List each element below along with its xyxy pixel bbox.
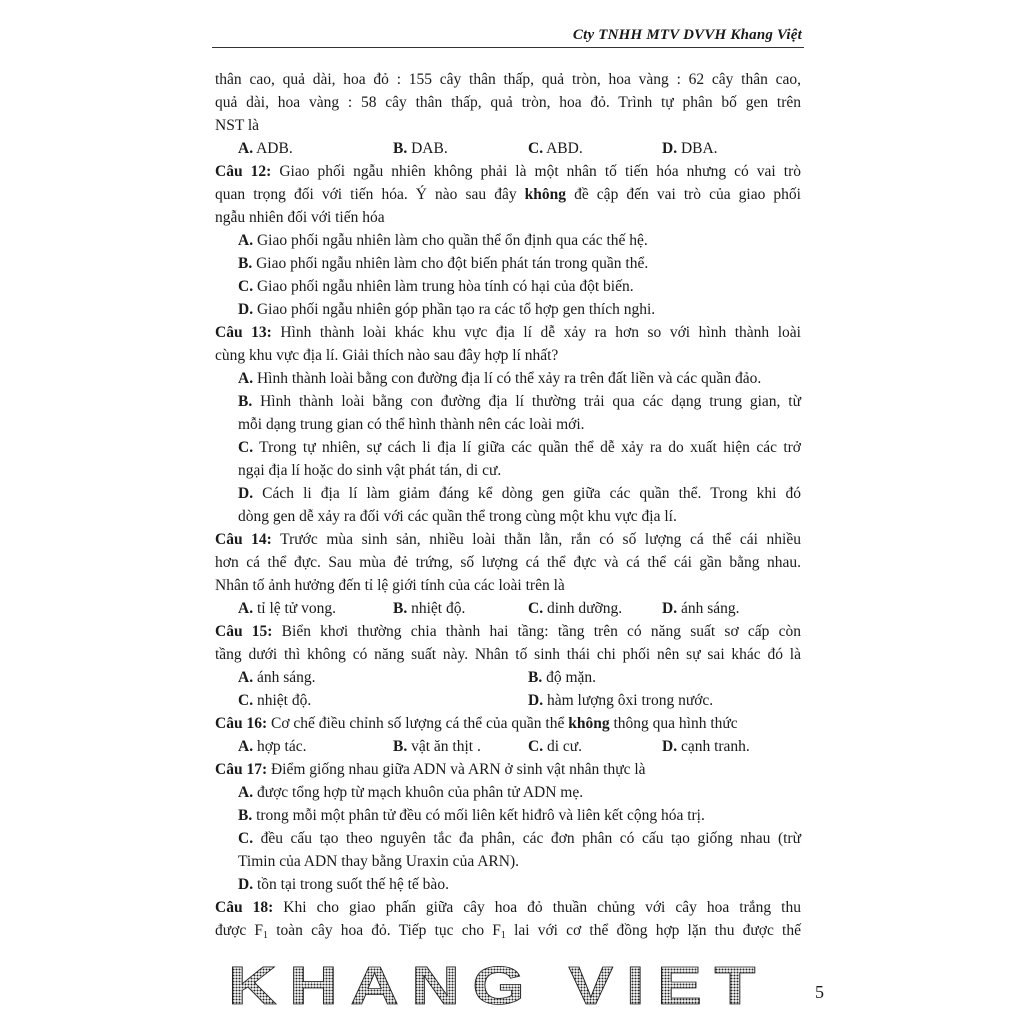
option-a: A. hợp tác. <box>238 738 307 755</box>
question-12-option-b: B. Giao phối ngẫu nhiên làm cho đột biến phát tán trong quần thể. <box>238 255 649 272</box>
question-15-options-row-1 <box>215 666 801 689</box>
option-a: A. tỉ lệ tử vong. <box>238 600 336 617</box>
question-14-line-2: hơn cá thể đực. Sau mùa đẻ trứng, số lượng cá thể đực và cá thể cái gần bằng nhau. <box>215 554 801 571</box>
option-d: D. hàm lượng ôxi trong nước. <box>528 692 714 709</box>
question-13-option-d-cont: dòng gen dễ xảy ra đối với các quần thể trong cùng một khu vực địa lí. <box>238 508 677 525</box>
question-13-option-c: C. Trong tự nhiên, sự cách li địa lí giữa các quần thể dễ xảy ra do xuất hiện các trở <box>238 439 801 456</box>
question-12-line-3: ngẫu nhiên đối với tiến hóa <box>215 209 385 226</box>
intro-options <box>215 137 801 160</box>
question-17-option-d: D. tồn tại trong suốt thế hệ tế bào. <box>238 876 449 893</box>
question-14-options <box>215 597 801 620</box>
option-b: B. DAB. <box>393 140 448 157</box>
option-b: B. nhiệt độ. <box>393 600 466 617</box>
question-13-option-b: B. Hình thành loài bằng con đường địa lí thường trải qua các dạng trung gian, từ <box>238 393 801 410</box>
question-13-option-d: D. Cách li địa lí làm giảm đáng kể dòng gen giữa các quần thể. Trong khi đó <box>238 485 801 502</box>
question-14-line-1: Câu 14: Trước mùa sinh sản, nhiều loài thằn lằn, rắn có số lượng cá thể cái nhiều <box>215 531 801 548</box>
option-c: C. dinh dưỡng. <box>528 600 623 617</box>
question-13-line-1: Câu 13: Hình thành loài khác khu vực địa lí dễ xảy ra hơn so với hình thành loài <box>215 324 801 341</box>
question-12-option-c: C. Giao phối ngẫu nhiên làm trung hòa tính có hại của đột biến. <box>238 278 634 295</box>
option-d: D. ánh sáng. <box>662 600 740 617</box>
question-15-line-2: tầng dưới thì không có năng suất này. Nhân tố sinh thái chi phối nên sự sai khác đó là <box>215 646 801 663</box>
option-a: A. ADB. <box>238 140 293 157</box>
question-15-line-1: Câu 15: Biển khơi thường chia thành hai tầng: tầng trên có năng suất sơ cấp còn <box>215 623 801 640</box>
question-12-line-1: Câu 12: Giao phối ngẫu nhiên không phải là một nhân tố tiến hóa nhưng có vai trò <box>215 163 801 180</box>
running-header: Cty TNHH MTV DVVH Khang Việt <box>572 27 802 43</box>
khang-viet-banner <box>226 962 771 1008</box>
question-17-line-1: Câu 17: Điểm giống nhau giữa ADN và ARN ở sinh vật nhân thực là <box>215 761 646 778</box>
header-divider <box>212 47 804 48</box>
question-12-line-2: quan trọng đối với tiến hóa. Ý nào sau đây không đề cập đến vai trò của giao phối <box>215 186 801 203</box>
question-13-line-2: cùng khu vực địa lí. Giải thích nào sau đây hợp lí nhất? <box>215 347 559 364</box>
question-18-line-2: được $F_1$ toàn cây hoa đỏ. Tiếp tục cho $F_1$ lai với cơ thể đồng hợp lặn thu được thế <box>215 922 801 941</box>
option-b: B. vật ăn thịt . <box>393 738 481 755</box>
page-body <box>215 68 801 942</box>
option-b: B. độ mặn. <box>528 669 597 686</box>
question-16-line-1: Câu 16: Cơ chế điều chỉnh số lượng cá thể của quần thể không thông qua hình thức <box>215 715 738 732</box>
question-17-option-b: B. trong mỗi một phân tử đều có mối liên kết hiđrô và liên kết cộng hóa trị. <box>238 807 705 824</box>
question-13-option-b-cont: mỗi dạng trung gian có thể hình thành nên các loài mới. <box>238 416 585 433</box>
option-a: A. ánh sáng. <box>238 669 316 686</box>
question-12-option-a: A. Giao phối ngẫu nhiên làm cho quần thể ổn định qua các thế hệ. <box>238 232 648 249</box>
question-17-option-a: A. được tổng hợp từ mạch khuôn của phân tử ADN mẹ. <box>238 784 584 801</box>
svg-text:KHANG VIET: KHANG VIET <box>228 962 768 1008</box>
option-c: C. di cư. <box>528 738 583 755</box>
option-d: D. DBA. <box>662 140 718 157</box>
question-13-option-a: A. Hình thành loài bằng con đường địa lí có thể xảy ra trên đất liền và các quần đảo. <box>238 370 762 387</box>
question-18-line-1: Câu 18: Khi cho giao phấn giữa cây hoa đỏ thuần chủng với cây hoa trắng thu <box>215 899 801 916</box>
option-d: D. cạnh tranh. <box>662 738 750 755</box>
question-15-options-row-2 <box>215 689 801 712</box>
question-13-option-c-cont: ngại địa lí hoặc do sinh vật phát tán, di cư. <box>238 462 502 479</box>
question-17-option-c: C. đều cấu tạo theo nguyên tắc đa phân, các đơn phân có cấu tạo giống nhau (trừ <box>238 830 801 847</box>
option-c: C. ABD. <box>528 140 583 157</box>
question-12-option-d: D. Giao phối ngẫu nhiên góp phần tạo ra các tổ hợp gen thích nghi. <box>238 301 656 318</box>
question-16-options <box>215 735 801 758</box>
page-number: 5 <box>815 982 824 1002</box>
question-17-option-c-cont: Timin của ADN thay bằng Uraxin của ARN). <box>238 853 519 870</box>
question-14-line-3: Nhân tố ảnh hưởng đến tỉ lệ giới tính của các loài trên là <box>215 577 565 594</box>
intro-line-2: quả dài, hoa vàng : 58 cây thân thấp, quả tròn, hoa đỏ. Trình tự phân bố gen trên <box>215 94 801 111</box>
option-c: C. nhiệt độ. <box>238 692 312 709</box>
intro-line-3: NST là <box>215 117 260 134</box>
intro-line-1: thân cao, quả dài, hoa đỏ : 155 cây thân thấp, quả tròn, hoa vàng : 62 cây thân cao, <box>215 71 801 88</box>
